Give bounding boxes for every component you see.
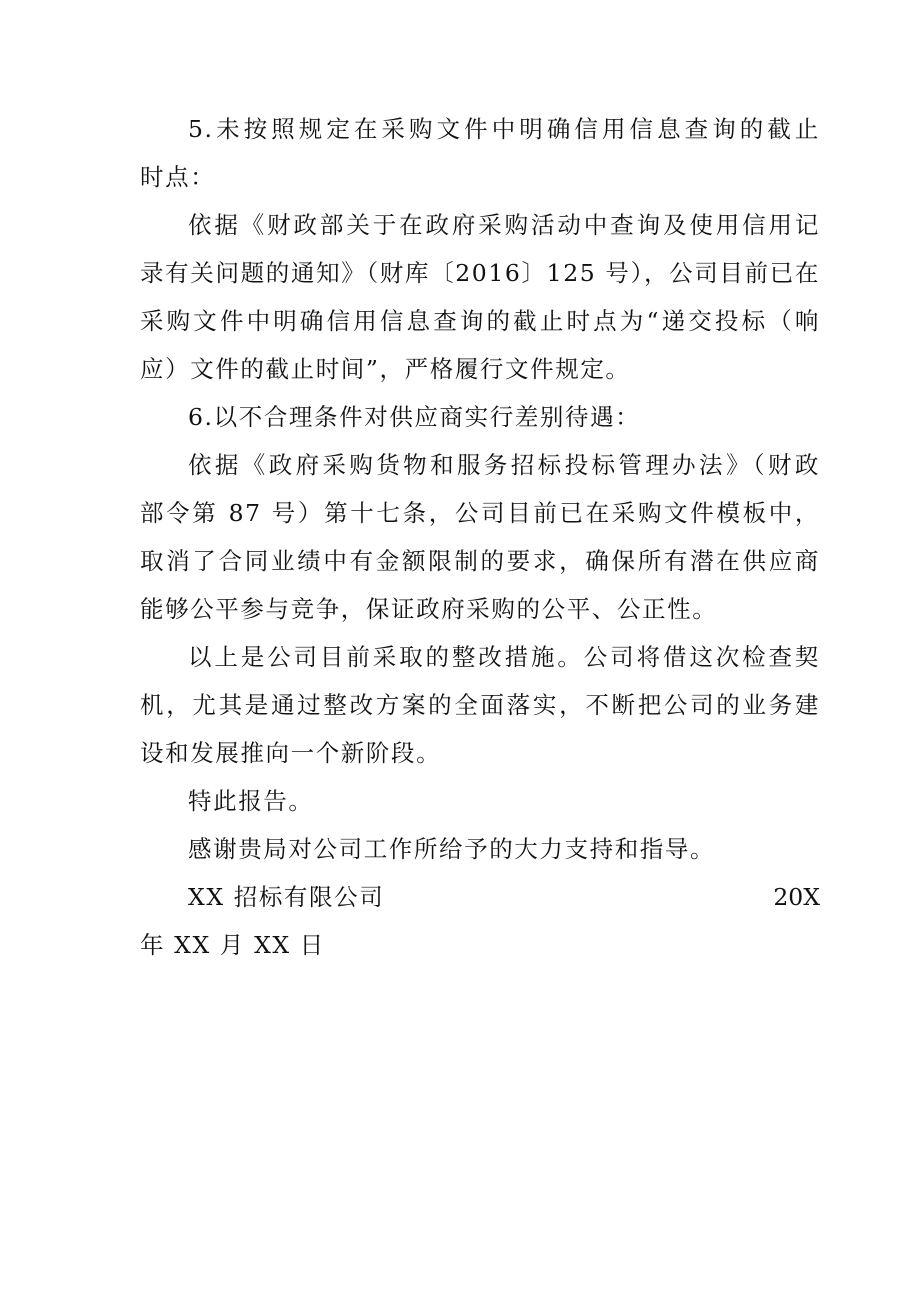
section5-heading-line1: 5.未按照规定在采购文件中明确信用信息查询的截止 xyxy=(188,115,820,143)
section5-body-line: 采购文件中明确信用信息查询的截止时点为“递交投标（响 xyxy=(140,307,820,335)
section5-heading-line2: 时点： xyxy=(140,163,216,191)
closing-text: 特此报告。 xyxy=(188,787,314,815)
signature-year: 20X xyxy=(773,883,820,911)
section6-body-line: 部令第 87 号）第十七条，公司目前已在采购文件模板中， xyxy=(140,499,820,527)
section6-body-line: 取消了合同业绩中有金额限制的要求，确保所有潜在供应商 xyxy=(140,547,820,575)
conclusion-line: 机，尤其是通过整改方案的全面落实，不断把公司的业务建 xyxy=(140,691,820,719)
conclusion-line: 设和发展推向一个新阶段。 xyxy=(140,739,442,767)
section5-body-line: 录有关问题的通知》（财库〔2016〕125 号），公司目前已在 xyxy=(140,259,820,287)
thanks-text: 感谢贵局对公司工作所给予的大力支持和指导。 xyxy=(188,835,716,863)
section6-body-line: 依据《政府采购货物和服务招标投标管理办法》（财政 xyxy=(188,451,820,479)
section5-body-line: 应）文件的截止时间”，严格履行文件规定。 xyxy=(140,355,631,383)
conclusion-line: 以上是公司目前采取的整改措施。公司将借这次检查契 xyxy=(188,643,820,671)
section6-body-line: 能够公平参与竞争，保证政府采购的公平、公正性。 xyxy=(140,595,718,623)
section6-heading: 6.以不合理条件对供应商实行差别待遇： xyxy=(188,403,641,431)
signature-date: 年 XX 月 XX 日 xyxy=(140,931,325,959)
section5-body-line: 依据《财政部关于在政府采购活动中查询及使用信用记 xyxy=(188,211,820,239)
signature-company: XX 招标有限公司 xyxy=(188,883,385,911)
